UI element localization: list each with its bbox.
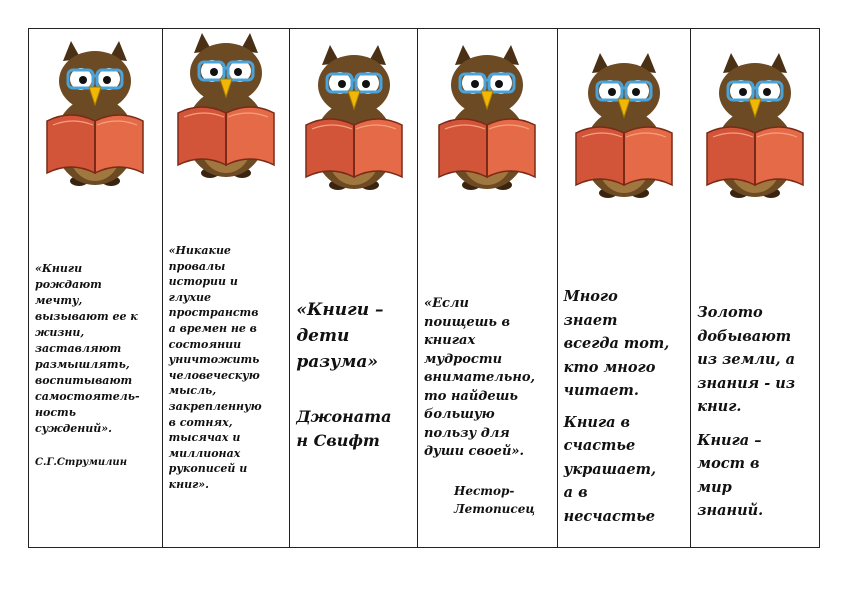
quote-text: «Книги – дети разума»: [296, 300, 384, 372]
bookmarks-sheet: [28, 28, 820, 548]
quote-text-second: Книга – мост в мир знаний.: [697, 431, 764, 519]
owl-with-book-icon: [172, 31, 280, 181]
bookmark-quote: [564, 285, 687, 528]
bookmark-2: [163, 29, 291, 547]
owl-with-book-icon: [41, 39, 149, 189]
bookmark-1: [29, 29, 163, 547]
owl-with-book-icon: [300, 43, 408, 193]
bookmark-quote: [424, 295, 553, 518]
bookmark-quote: [169, 243, 286, 493]
quote-text: «Никакие провалы истории и глухие пространств а времен не в состоянии уничтожить человеческую мысль, закрепленную в сотнях, тысячах и миллионах рукописей и книг».: [168, 244, 262, 491]
owl-with-book-icon: [570, 51, 678, 201]
quote-text-second: Книга в счастье украшает, а в несчастье: [563, 413, 657, 525]
bookmark-quote: [35, 261, 158, 471]
owl-with-book-icon: [701, 51, 809, 201]
quote-text: «Книги рождают мечту, вызывают ее к жизни, заставляют размышлять, воспитывают самостоятель- ность суждений».: [35, 262, 140, 435]
bookmark-5: [558, 29, 692, 547]
bookmark-6: [691, 29, 819, 547]
quote-text: Золото добывают из земли, а знания - из книг.: [697, 304, 796, 415]
bookmark-4: [418, 29, 558, 547]
quote-text: Много знает всегда тот, кто много читает.: [563, 288, 670, 399]
quote-author: Джоната н Свифт: [296, 407, 392, 450]
bookmark-quote: [296, 297, 413, 453]
quote-text: «Если поищешь в книгах мудрости внимательно, то найдешь большую пользу для души своей».: [424, 296, 536, 459]
quote-author: Нестор- Летописец: [454, 483, 535, 516]
bookmark-3: [290, 29, 418, 547]
bookmark-quote: [697, 301, 815, 523]
quote-author: С.Г.Струмилин: [35, 457, 127, 468]
owl-with-book-icon: [433, 43, 541, 193]
